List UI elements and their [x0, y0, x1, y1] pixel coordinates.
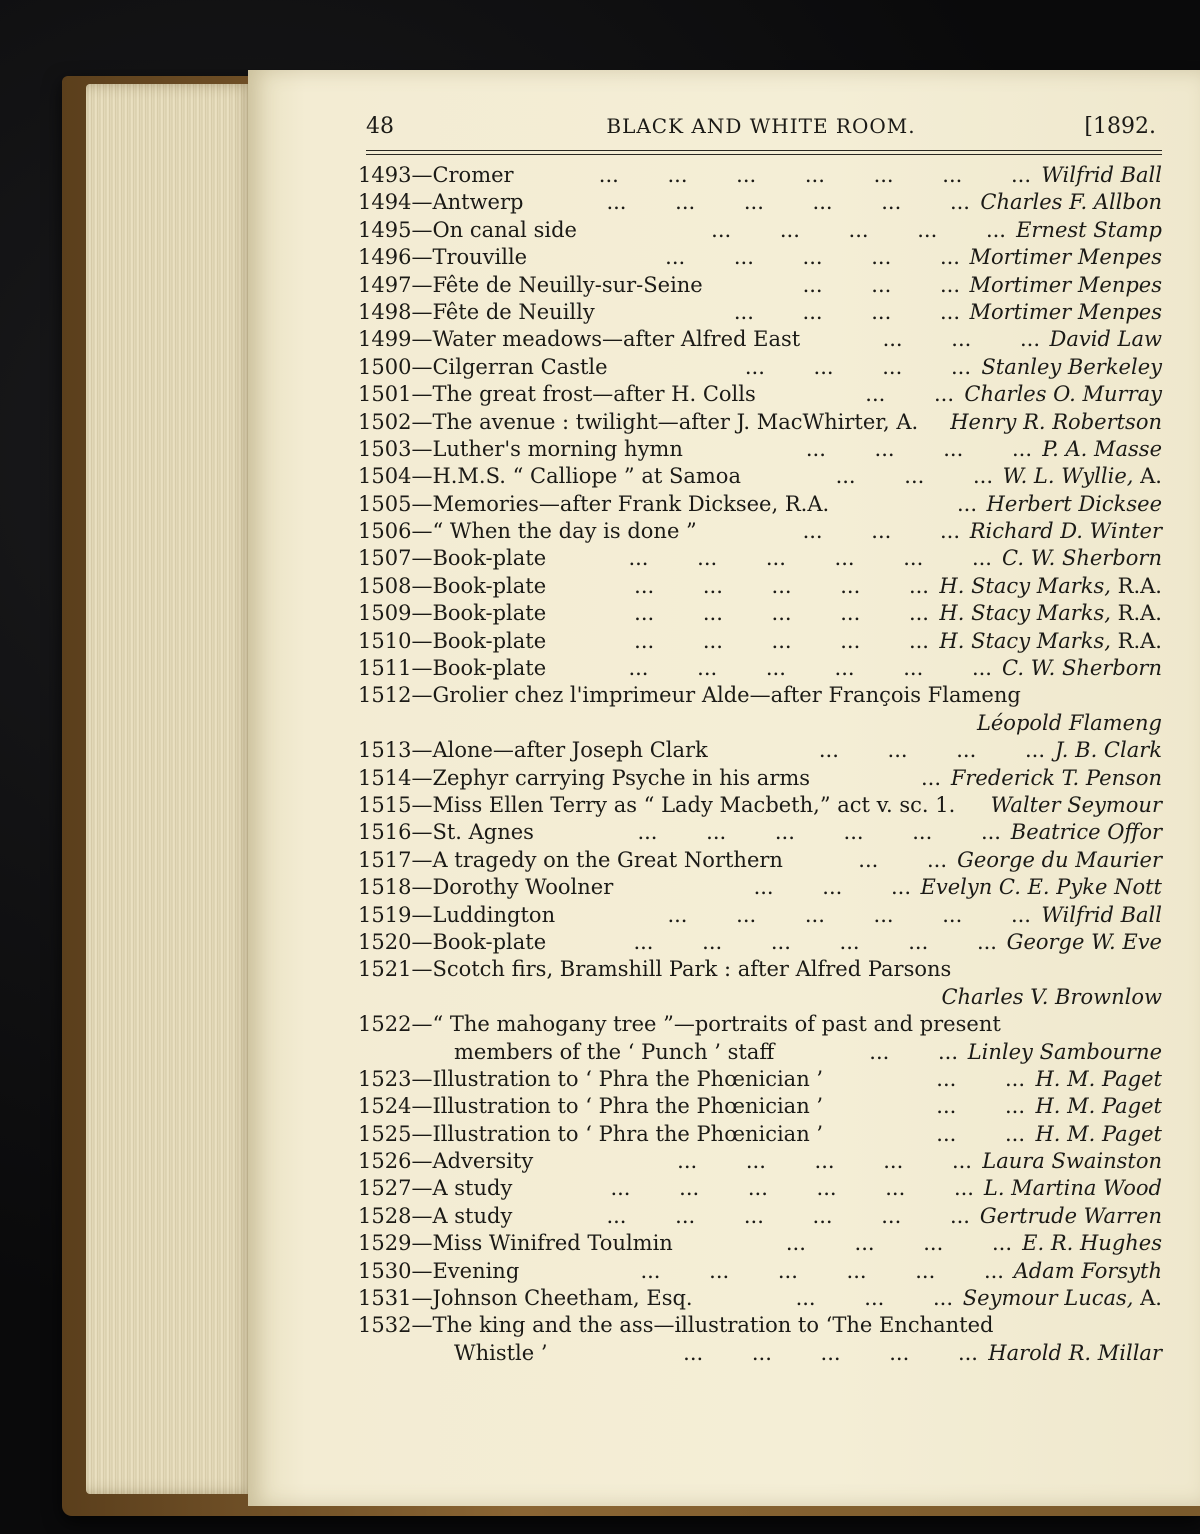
list-item — [358, 902, 1162, 929]
dot-leader: ... ... — [936, 1066, 1025, 1091]
list-item — [358, 874, 1162, 901]
dot-leader: ... ... ... — [882, 327, 1040, 352]
entry-artist: C. W. Sherborn — [1002, 656, 1162, 681]
entry-artist: Frederick T. Penson — [950, 765, 1162, 790]
entry-artist: Laura Swainston — [982, 1149, 1162, 1174]
page-header — [366, 114, 1156, 154]
list-item — [358, 436, 1162, 463]
dot-leader: ... ... ... ... ... ... — [640, 1258, 1004, 1283]
entry-artist: Charles F. Allbon — [980, 190, 1162, 215]
page-edges — [86, 84, 254, 1494]
entry-title: 1502—The avenue : twilight—after J. MacWhirter, A. — [358, 409, 919, 434]
list-item-continued — [358, 1039, 1162, 1066]
dot-leader: ... ... ... ... ... ... — [628, 546, 992, 571]
list-item — [358, 189, 1162, 216]
entry-artist: Adam Forsyth — [1013, 1258, 1162, 1283]
entry-title: 1495—On canal side — [358, 217, 577, 242]
list-item — [358, 299, 1162, 326]
list-item — [358, 1066, 1162, 1093]
entry-artist: J. B. Clark — [1055, 738, 1162, 763]
entry-title: 1528—A study — [358, 1203, 513, 1228]
entry-title-continued: Whistle ’ — [454, 1340, 548, 1365]
entry-artist: Ernest Stamp — [1016, 217, 1162, 242]
entry-artist: Henry R. Robertson — [950, 409, 1162, 434]
entry-artist-suffix: R.A. — [1110, 628, 1162, 653]
entry-artist: Charles O. Murray — [964, 382, 1162, 407]
dot-leader: ... ... ... ... ... ... — [637, 820, 1001, 845]
entry-artist: H. Stacy Marks, R.A. — [939, 573, 1162, 598]
entry-title: 1529—Miss Winifred Toulmin — [358, 1231, 673, 1256]
dot-leader: ... ... ... ... ... ... ... — [598, 163, 1031, 187]
entry-artist: Harold R. Millar — [988, 1340, 1162, 1365]
entry-artist: H. M. Paget — [1035, 1094, 1162, 1119]
list-item — [358, 1230, 1162, 1257]
entry-title: 1517—A tragedy on the Great Northern — [358, 847, 783, 872]
dot-leader: ... ... — [936, 1094, 1025, 1119]
entry-artist: Charles V. Brownlow — [941, 984, 1162, 1009]
dot-leader: ... ... ... ... ... ... — [606, 1203, 970, 1228]
page-number: 48 — [366, 114, 394, 139]
list-item — [358, 1258, 1162, 1285]
dot-leader: ... — [920, 765, 941, 790]
entry-title: 1498—Fête de Neuilly — [358, 299, 595, 324]
entry-artist: H. M. Paget — [1035, 1121, 1162, 1146]
entry-artist: George du Maurier — [957, 847, 1162, 872]
entry-title: 1497—Fête de Neuilly-sur-Seine — [358, 272, 703, 297]
entry-title: 1499—Water meadows—after Alfred East — [358, 327, 801, 352]
entry-title: 1520—Book-plate — [358, 929, 547, 954]
list-item — [358, 409, 1162, 436]
entry-title: 1524—Illustration to ‘ Phra the Phœnician ’ — [358, 1094, 824, 1119]
dot-leader: ... ... ... ... ... — [634, 601, 929, 626]
list-item — [358, 655, 1162, 682]
header-rule-thin — [366, 154, 1162, 155]
entry-title: 1513—Alone—after Joseph Clark — [358, 738, 708, 763]
list-item — [358, 737, 1162, 764]
dot-leader: ... — [956, 491, 977, 516]
entry-title: 1509—Book-plate — [358, 601, 547, 626]
entry-title: 1515—Miss Ellen Terry as “ Lady Macbeth,” act v. sc. 1. — [358, 792, 956, 817]
entry-title: 1504—H.M.S. “ Calliope ” at Samoa — [358, 464, 741, 489]
entry-artist: Gertrude Warren — [979, 1203, 1162, 1228]
list-item-continued — [358, 710, 1162, 737]
entry-artist-suffix: A. — [1133, 464, 1162, 489]
entry-title: 1522—“ The mahogany tree ”—portraits of past and present — [358, 1012, 1001, 1037]
list-item — [358, 929, 1162, 956]
entry-artist: Seymour Lucas, A. — [962, 1286, 1162, 1311]
entry-title: 1500—Cilgerran Castle — [358, 354, 608, 379]
entry-artist: E. R. Hughes — [1022, 1231, 1162, 1256]
entry-title: 1501—The great frost—after H. Colls — [358, 382, 756, 407]
entry-artist: Léopold Flameng — [976, 710, 1162, 735]
entry-title: 1503—Luther's morning hymn — [358, 436, 683, 461]
entry-title: 1510—Book-plate — [358, 628, 547, 653]
dot-leader: ... ... ... ... ... — [711, 217, 1006, 242]
list-item — [358, 244, 1162, 271]
dot-leader: ... ... ... — [802, 272, 960, 297]
entry-artist: Herbert Dicksee — [986, 491, 1162, 516]
list-item-continued — [358, 1340, 1162, 1367]
entry-artist-suffix: R.A. — [1110, 601, 1162, 626]
list-item — [358, 162, 1162, 189]
entry-title: 1514—Zephyr carrying Psyche in his arms — [358, 765, 811, 790]
dot-leader: ... ... ... — [835, 464, 993, 489]
list-item — [358, 545, 1162, 572]
entry-artist: Wilfrid Ball — [1041, 163, 1162, 187]
list-item — [358, 491, 1162, 518]
list-item — [358, 217, 1162, 244]
list-item — [358, 463, 1162, 490]
list-item — [358, 1312, 1162, 1339]
entry-artist: W. L. Wyllie, A. — [1002, 464, 1162, 489]
entry-artist: H. M. Paget — [1035, 1066, 1162, 1091]
entry-title: 1519—Luddington — [358, 902, 556, 927]
entry-artist: Mortimer Menpes — [969, 299, 1162, 324]
catalogue-page — [248, 70, 1200, 1506]
entry-title: 1518—Dorothy Woolner — [358, 875, 614, 900]
list-item — [358, 1203, 1162, 1230]
entry-artist: Beatrice Offor — [1010, 820, 1162, 845]
list-item — [358, 819, 1162, 846]
list-item — [358, 847, 1162, 874]
entry-artist: George W. Eve — [1006, 929, 1162, 954]
dot-leader: ... ... ... ... — [785, 1231, 1012, 1256]
dot-leader: ... ... ... ... — [744, 354, 971, 379]
entry-title: 1525—Illustration to ‘ Phra the Phœnician ’ — [358, 1121, 824, 1146]
entry-artist: L. Martina Wood — [983, 1176, 1162, 1201]
entry-artist: David Law — [1049, 327, 1162, 352]
dot-leader: ... ... — [858, 847, 947, 872]
entry-title: 1531—Johnson Cheetham, Esq. — [358, 1286, 693, 1311]
dot-leader: ... ... ... ... ... ... — [667, 902, 1031, 927]
list-item — [358, 600, 1162, 627]
entry-title: 1516—St. Agnes — [358, 820, 534, 845]
entry-artist-suffix: A. — [1133, 1286, 1162, 1311]
list-item — [358, 682, 1162, 709]
entry-title: 1521—Scotch firs, Bramshill Park : after Alfred Parsons — [358, 957, 952, 982]
list-item — [358, 956, 1162, 983]
header-rule — [366, 150, 1162, 151]
entry-title: 1496—Trouville — [358, 245, 528, 270]
list-item — [358, 272, 1162, 299]
page-title: BLACK AND WHITE ROOM. — [606, 114, 916, 138]
dot-leader: ... ... ... — [753, 875, 911, 900]
entry-artist: Wilfrid Ball — [1041, 902, 1162, 927]
entry-artist-suffix: R.A. — [1110, 573, 1162, 598]
entry-title: 1508—Book-plate — [358, 573, 547, 598]
entry-title: 1511—Book-plate — [358, 656, 547, 681]
list-item — [358, 518, 1162, 545]
dot-leader: ... ... ... ... ... — [683, 1340, 978, 1365]
dot-leader: ... ... ... ... — [733, 299, 960, 324]
list-item — [358, 792, 1162, 819]
list-item — [358, 326, 1162, 353]
dot-leader: ... ... — [865, 382, 954, 407]
entry-title: 1505—Memories—after Frank Dicksee, R.A. — [358, 491, 830, 516]
dot-leader: ... ... ... ... ... ... — [610, 1176, 974, 1201]
list-item — [358, 628, 1162, 655]
dot-leader: ... ... — [936, 1121, 1025, 1146]
entry-artist: C. W. Sherborn — [1002, 546, 1162, 571]
entry-title: 1526—Adversity — [358, 1149, 534, 1174]
list-item — [358, 1093, 1162, 1120]
entry-title: 1506—“ When the day is done ” — [358, 519, 697, 544]
list-item — [358, 354, 1162, 381]
list-item — [358, 1148, 1162, 1175]
entry-artist: Stanley Berkeley — [981, 354, 1162, 379]
entry-artist: Mortimer Menpes — [969, 272, 1162, 297]
list-item — [358, 381, 1162, 408]
dot-leader: ... ... ... ... ... — [665, 245, 960, 270]
entry-title: 1527—A study — [358, 1176, 513, 1201]
entry-artist: Evelyn C. E. Pyke Nott — [920, 875, 1162, 900]
entry-artist: Mortimer Menpes — [969, 245, 1162, 270]
entry-title: 1493—Cromer — [358, 163, 514, 187]
dot-leader: ... ... ... ... — [818, 738, 1045, 763]
entry-list — [358, 162, 1162, 1367]
entry-title: 1530—Evening — [358, 1258, 520, 1283]
entry-title: 1532—The king and the ass—illustration to ‘The Enchanted — [358, 1313, 994, 1338]
list-item-continued — [358, 984, 1162, 1011]
dot-leader: ... ... — [869, 1039, 958, 1064]
entry-artist: H. Stacy Marks, R.A. — [939, 628, 1162, 653]
entry-artist: P. A. Masse — [1042, 436, 1162, 461]
entry-title: 1507—Book-plate — [358, 546, 547, 571]
list-item — [358, 1011, 1162, 1038]
dot-leader: ... ... ... — [795, 1286, 953, 1311]
entry-artist: H. Stacy Marks, R.A. — [939, 601, 1162, 626]
dot-leader: ... ... ... ... ... — [634, 573, 929, 598]
list-item — [358, 765, 1162, 792]
list-item — [358, 1121, 1162, 1148]
entry-artist: Richard D. Winter — [969, 519, 1162, 544]
list-item — [358, 1285, 1162, 1312]
dot-leader: ... ... ... ... — [805, 436, 1032, 461]
dot-leader: ... ... ... ... ... ... — [606, 190, 970, 215]
dot-leader: ... ... ... ... ... — [634, 628, 929, 653]
dot-leader: ... ... ... ... ... ... — [628, 656, 992, 681]
dot-leader: ... ... ... ... ... ... — [633, 929, 997, 954]
dot-leader: ... ... ... ... ... — [677, 1149, 972, 1174]
entry-title: 1523—Illustration to ‘ Phra the Phœnician ’ — [358, 1066, 824, 1091]
page-year: [1892. — [1084, 114, 1156, 139]
entry-title: 1512—Grolier chez l'imprimeur Alde—after François Flameng — [358, 683, 1021, 708]
list-item — [358, 573, 1162, 600]
list-item — [358, 1175, 1162, 1202]
entry-title-continued: members of the ‘ Punch ’ staff — [454, 1039, 775, 1064]
dot-leader: ... ... ... — [802, 519, 960, 544]
entry-artist: Walter Seymour — [990, 792, 1162, 817]
entry-artist: Linley Sambourne — [967, 1039, 1162, 1064]
entry-title: 1494—Antwerp — [358, 190, 524, 215]
